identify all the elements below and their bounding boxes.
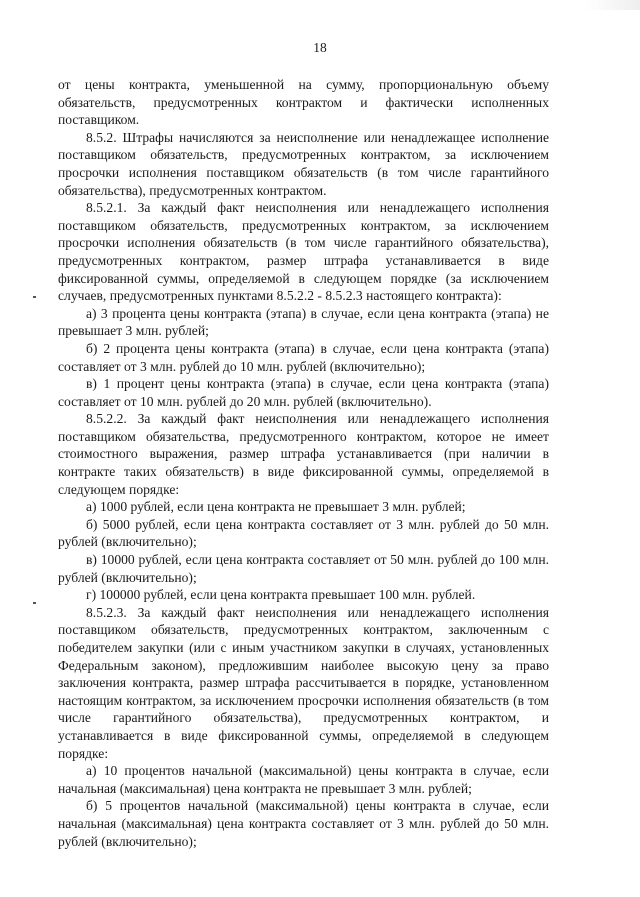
scan-speck (33, 296, 36, 298)
list-item-a: а) 10 процентов начальной (максимальной) цены контракта в случае, если начальная (максимальная) цена контракта не превышает 3 млн. рублей; (58, 763, 549, 796)
scan-edge-shadow (585, 0, 640, 10)
page-number: 18 (313, 40, 327, 55)
list-item-b: б) 5000 рублей, если цена контракта составляет от 3 млн. рублей до 50 млн. рублей (включительно); (58, 516, 549, 550)
list-item-b: б) 5 процентов начальной (максимальной) цены контракта в случае, если начальная (максимальная) цена контракта составляет от 3 млн. рублей до 50 млн. рублей (включительно); (58, 798, 549, 849)
scan-speck (33, 602, 36, 604)
paragraph-clause-8-5-2: 8.5.2. Штрафы начисляются за неисполнение или ненадлежащее исполнение поставщиком обязательств, предусмотренных контрактом, за исключением просрочки исполнения поставщиком обязательств (в том числе гарантийного обязательства), предусмотренных контрактом. (58, 129, 549, 198)
list-item-a: а) 3 процента цены контракта (этапа) в случае, если цена контракта (этапа) не превышает 3 млн. рублей; (58, 305, 549, 339)
paragraph-clause-8-5-2-3: 8.5.2.3. За каждый факт неисполнения или ненадлежащего исполнения поставщиком обязательств, предусмотренных контрактом, заключенным с победителем закупки (или с иным участником закупки в случаях, установленных Федеральным законом), предложившим наиболее высокую цену за право заключения контракта, размер штрафа рассчитывается в порядке, установленном настоящим контрактом, за исключением просрочки исполнения обязательств (в том числе гарантийного обязательства), предусмотренных контрактом, и устанавливается в виде фиксированной суммы, определяемой в следующем порядке: (58, 604, 549, 761)
list-item-a: а) 1000 рублей, если цена контракта не превышает 3 млн. рублей; (86, 499, 466, 515)
list-item-v: в) 1 процент цены контракта (этапа) в случае, если цена контракта (этапа) составляет от 10 млн. рублей до 20 млн. рублей (включительно). (58, 376, 549, 409)
list-item-b: б) 2 процента цены контракта (этапа) в случае, если цена контракта (этапа) составляет от 3 млн. рублей до 10 млн. рублей (включительно); (58, 340, 549, 374)
paragraph-clause-8-5-2-2: 8.5.2.2. За каждый факт неисполнения или ненадлежащего исполнения поставщиком обязательства, предусмотренного контрактом, которое не имеет стоимостного выражения, размер штрафа устанавливается (при наличии в контракте таких обязательств) в виде фиксированной суммы, определяемой в следующем порядке: (58, 411, 549, 497)
list-item-v: в) 10000 рублей, если цена контракта составляет от 50 млн. рублей до 100 млн. рублей (включительно); (58, 552, 549, 585)
paragraph-clause-8-5-2-1: 8.5.2.1. За каждый факт неисполнения или ненадлежащего исполнения поставщиком обязательств, предусмотренных контрактом, за исключением просрочки исполнения обязательств (в том числе гарантийного обязательства), предусмотренных контрактом, размер штрафа устанавливается в виде фиксированной суммы, определяемой в следующем порядке (за исключением случаев, предусмотренных пунктами 8.5.2.2 - 8.5.2.3 настоящего контракта): (58, 200, 549, 304)
list-item-g: г) 100000 рублей, если цена контракта превышает 100 млн. рублей. (86, 587, 476, 603)
document-body (58, 76, 549, 850)
paragraph-continuation: от цены контракта, уменьшенной на сумму, пропорциональную объему обязательств, предусмотренных контрактом и фактически исполненных поставщиком. (58, 77, 549, 128)
